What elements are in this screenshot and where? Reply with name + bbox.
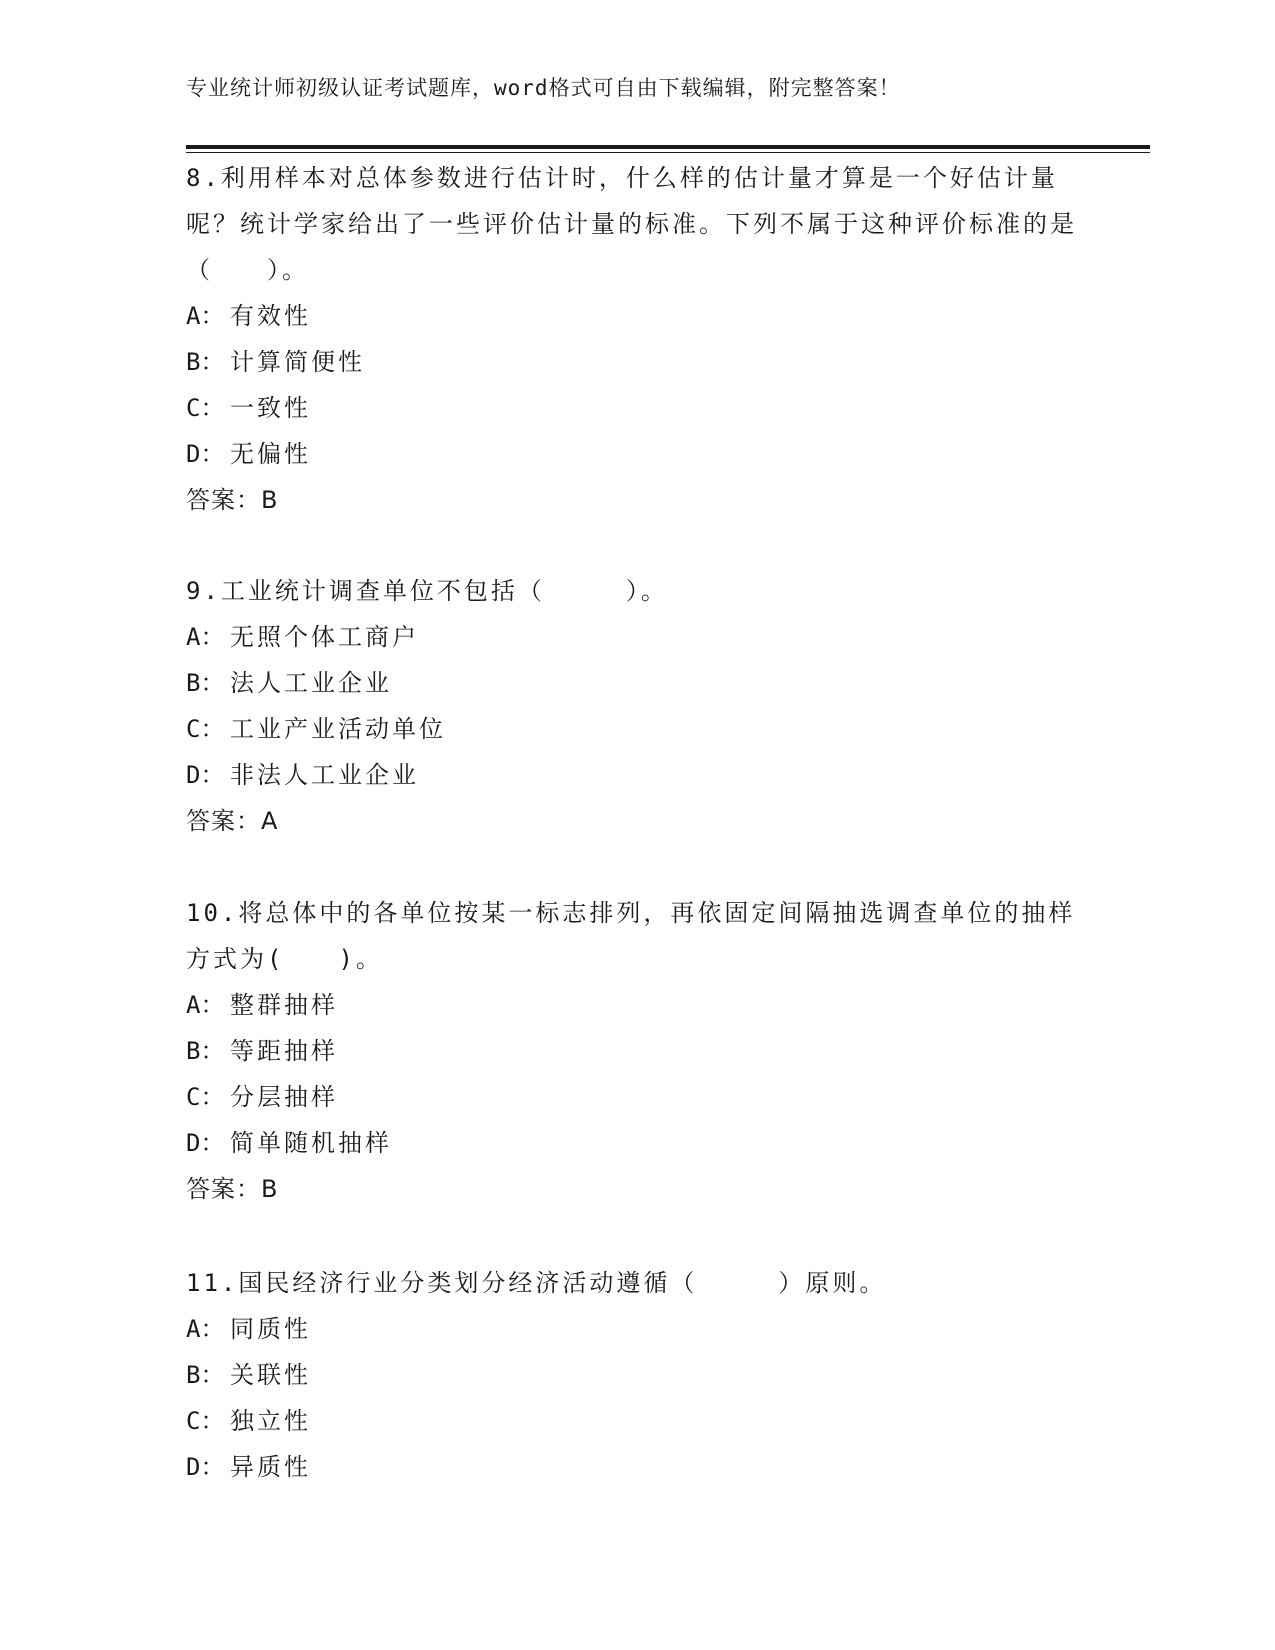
question-stem: 10.将总体中的各单位按某一标志排列，再依固定间隔抽选调查单位的抽样方式为( )。 [186,899,1076,973]
option-text: 一致性 [230,394,311,422]
question-10 [186,890,1086,1212]
option-key: A： [186,991,225,1019]
option-b [186,1028,1086,1074]
option-text: 工业产业活动单位 [230,715,446,743]
option-text: 简单随机抽样 [230,1129,392,1157]
option-key: A： [186,302,225,330]
option-text: 无偏性 [230,440,311,468]
option-d [186,752,1086,798]
option-key: A： [186,1315,225,1343]
option-text: 独立性 [230,1407,311,1435]
option-text: 有效性 [230,302,311,330]
answer: 答案：A [186,807,279,835]
option-text: 同质性 [230,1315,311,1343]
option-key: B： [186,669,225,697]
question-stem: 11.国民经济行业分类划分经济活动遵循（ ）原则。 [186,1269,887,1297]
option-a [186,293,1086,339]
question-9 [186,568,1086,844]
option-key: B： [186,348,225,376]
answer: 答案：B [186,1175,279,1203]
option-a [186,982,1086,1028]
option-c [186,706,1086,752]
option-d [186,1120,1086,1166]
option-a [186,1306,1086,1352]
option-c [186,385,1086,431]
header-rule-thin [186,152,1150,153]
option-text: 法人工业企业 [230,669,392,697]
option-key: D： [186,761,225,789]
option-key: C： [186,1083,225,1111]
option-text: 分层抽样 [230,1083,338,1111]
option-text: 异质性 [230,1453,311,1481]
option-text: 等距抽样 [230,1037,338,1065]
option-key: D： [186,1129,225,1157]
option-key: D： [186,440,225,468]
option-text: 非法人工业企业 [230,761,419,789]
option-key: B： [186,1361,225,1389]
option-key: A： [186,623,225,651]
option-c [186,1398,1086,1444]
option-text: 关联性 [230,1361,311,1389]
question-stem: 8.利用样本对总体参数进行估计时，什么样的估计量才算是一个好估计量呢？统计学家给出了一些评价估计量的标准。下列不属于这种评价标准的是（ ）。 [186,164,1077,284]
page-header: 专业统计师初级认证考试题库，word格式可自由下载编辑，附完整答案！ [186,76,901,100]
option-text: 无照个体工商户 [230,623,419,651]
option-d [186,1444,1086,1490]
option-key: D： [186,1453,225,1481]
option-c [186,1074,1086,1120]
option-key: C： [186,715,225,743]
option-a [186,614,1086,660]
option-b [186,660,1086,706]
option-b [186,1352,1086,1398]
header-rule-thick [186,145,1150,149]
option-key: B： [186,1037,225,1065]
answer: 答案：B [186,486,279,514]
question-11 [186,1260,1086,1490]
option-text: 整群抽样 [230,991,338,1019]
option-b [186,339,1086,385]
option-key: C： [186,1407,225,1435]
option-key: C： [186,394,225,422]
question-8 [186,155,1086,523]
option-text: 计算简便性 [230,348,365,376]
option-d [186,431,1086,477]
question-stem: 9.工业统计调查单位不包括（ ）。 [186,577,668,605]
